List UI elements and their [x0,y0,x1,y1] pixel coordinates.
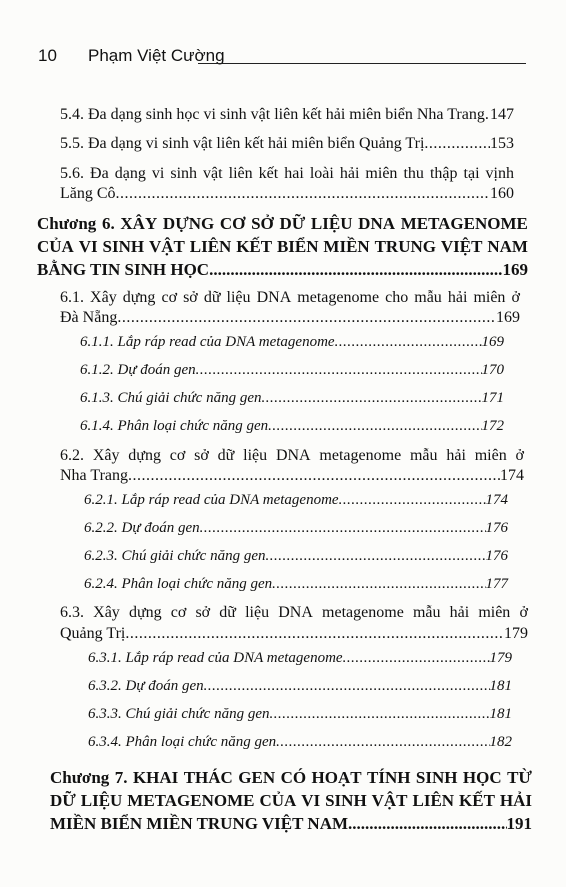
word: sở [194,447,209,464]
chapter-6-line1[interactable] [37,214,528,234]
toc-entry-page: 182 [489,734,512,750]
dot-leader [262,390,482,407]
word: DỮ [279,214,306,233]
dot-leader [204,678,490,695]
toc-entry-6-3[interactable] [60,625,528,643]
word: 6.2. [60,447,84,464]
word: TRUNG [374,237,436,256]
chapter-7-line2[interactable] [50,791,532,811]
word: XÂY [120,214,158,233]
word: TỪ [507,768,532,787]
toc-entry-page: 171 [481,390,504,406]
word: LIÊN [189,237,232,256]
word: 6.1. [60,289,84,306]
word: 5.6. [60,165,84,182]
toc-entry-title: 6.1.4. Phân loại chức năng gen [80,418,269,434]
word: dữ [219,604,236,621]
toc-entry-page: 169 [481,334,504,350]
chapter-page: 169 [502,260,528,279]
word: THÁC [183,768,233,787]
word: Đa [90,165,109,182]
word: thập [429,165,458,182]
word: mẫu [414,289,442,306]
word: hải [446,447,466,464]
toc-entry-6-2-2[interactable] [84,520,508,537]
toc-entry-title: 6.2.3. Chú giải chức năng gen [84,548,266,564]
toc-entry-6-2-1[interactable] [84,492,508,509]
word: tại [463,165,480,182]
toc-entry-title-cont: Nha Trang [60,467,129,484]
toc-entry-6-3-2[interactable] [88,678,512,695]
dot-leader [335,334,482,351]
toc-entry-6-2-4[interactable] [84,576,508,593]
toc-entry-5-4[interactable] [60,106,514,124]
toc-entry-title-cont: Lăng Cô [60,185,116,202]
chapter-6[interactable] [37,260,528,280]
word: MIỀN [323,237,370,256]
word: VIỆT [440,237,483,256]
word: liệu [226,289,251,306]
toc-entry-title-cont: Đà Nẵng [60,309,118,326]
word: LIÊN [412,791,455,810]
word: loài [309,165,334,182]
word: GEN [238,768,276,787]
word: Chương [50,768,110,787]
word: hải [447,289,468,306]
dot-leader [125,625,504,643]
dot-leader [117,309,496,327]
toc-entry-title: 6.2.1. Lắp ráp read của DNA metagenome [84,492,339,508]
dot-leader [116,185,490,203]
toc-entry-page: 176 [485,548,508,564]
toc-entry-page: 181 [489,678,512,694]
word: HOẠT [311,768,362,787]
toc-entry-title: 6.3.2. Dự đoán gen [88,678,204,694]
chapter-7[interactable] [50,814,532,834]
word: metagenome [319,447,402,464]
word: hai [284,165,304,182]
toc-entry-title: 5.4. Đa dạng sinh học vi sinh vật liên kết hải miên biển Nha Trang [60,106,485,123]
word: vật [203,165,223,182]
word: 7. [114,768,128,787]
word: DNA [256,289,292,306]
toc-entry-title: 6.2.2. Dự đoán gen [84,520,200,536]
running-author: Phạm Việt Cường [88,46,225,65]
toc-entry-6-1-line1[interactable] [60,289,520,307]
toc-entry-6-3-1[interactable] [88,650,512,667]
word: DNA [358,214,396,233]
word: SỞ [251,214,274,233]
toc-entry-page: 174 [485,492,508,508]
word: DNA [278,604,313,621]
word: SINH [102,237,145,256]
toc-entry-6-1-1[interactable] [80,334,504,351]
word: DỮ [50,791,76,810]
word: Chương [37,214,97,233]
chapter-page: 191 [506,814,532,833]
word: VẬT [148,237,185,256]
word: sở [195,604,211,621]
toc-entry-6-3-line1[interactable] [60,604,528,622]
word: sinh [170,165,198,182]
word: mẫu [412,604,441,621]
word: dạng [114,165,146,182]
dot-leader [128,467,500,485]
word: HẢI [499,791,532,810]
word: ở [511,289,520,306]
word: miên [473,289,506,306]
word: BIỂN [276,237,319,256]
word: HỌC [462,768,502,787]
toc-entry-page: 181 [489,706,512,722]
word: LIỆU [80,791,123,810]
toc-entry-5-6[interactable] [60,185,514,203]
word: SINH [415,768,458,787]
word: dựng [122,289,156,306]
dot-leader [339,492,486,509]
toc-entry-page: 170 [481,362,504,378]
word: cơ [170,604,187,621]
word: LIỆU [310,214,353,233]
word: thu [403,165,424,182]
chapter-7-line1[interactable] [50,768,532,788]
dot-leader [272,576,485,593]
toc-entry-page: 174 [500,467,524,484]
word: metagenome [322,604,404,621]
word: dữ [203,289,221,306]
toc-entry-page: 179 [489,650,512,666]
page-header [0,0,566,80]
word: DỰNG [162,214,215,233]
word: DNA [275,447,311,464]
toc-entry-title: 6.2.4. Phân loại chức năng gen [84,576,273,592]
word: miên [474,447,507,464]
toc-entry-6-1-3[interactable] [80,390,504,407]
word: dựng [128,604,162,621]
word: VI [78,237,98,256]
toc-entry-page: 147 [490,106,514,123]
toc-entry-page: 179 [504,625,528,642]
toc-entry-title: 6.3.3. Chú giải chức năng gen [88,706,270,722]
word: KẾT [236,237,273,256]
chapter-title-cont: MIỀN BIỂN MIỀN TRUNG VIỆT NAM [50,814,349,833]
word: dữ [217,447,235,464]
toc-entry-6-2[interactable] [60,467,524,485]
toc-entry-page: 153 [490,135,514,152]
chapter-title-cont: BẰNG TIN SINH HỌC [37,260,210,279]
toc-entry-page: 172 [481,418,504,434]
word: 6.3. [60,604,84,621]
word: liệu [243,447,268,464]
toc-entry-page: 177 [485,576,508,592]
word: CỦA [259,791,297,810]
word: miên [478,604,511,621]
header-rule [198,63,526,64]
dot-leader [348,814,506,834]
toc-entry-6-1-4[interactable] [80,418,504,435]
toc-entry-6-3-4[interactable] [88,734,512,751]
word: vịnh [485,165,514,182]
toc-entry-page: 176 [485,520,508,536]
dot-leader [343,650,490,667]
word: KẾT [459,791,495,810]
dot-leader [276,734,489,751]
toc-entry-title: 6.1.3. Chú giải chức năng gen [80,390,262,406]
word: mẫu [409,447,438,464]
word: Xây [90,289,117,306]
word: KHAI [132,768,179,787]
word: TÍNH [367,768,411,787]
chapter-6-line2[interactable] [37,237,528,257]
toc-entry-page: 160 [490,185,514,202]
word: ở [519,604,528,621]
dot-leader [209,260,502,280]
word: Xây [92,447,120,464]
toc-entry-title: 6.1.2. Dự đoán gen [80,362,196,378]
word: liên [228,165,253,182]
word: METAGENOME [400,214,528,233]
word: hải [339,165,360,182]
dot-leader [270,706,490,723]
dot-leader [196,362,482,379]
dot-leader [424,135,490,153]
word: liệu [245,604,270,621]
dot-leader [268,418,481,435]
word: cơ [161,289,178,306]
toc-entry-5-6-line1[interactable] [60,165,514,183]
word: 6. [101,214,115,233]
word: vi [151,165,165,182]
toc-entry-6-1-2[interactable] [80,362,504,379]
toc-entry-6-3-3[interactable] [88,706,512,723]
word: miên [365,165,398,182]
toc-entry-6-2-line1[interactable] [60,447,524,465]
toc-entry-title: 5.5. Đa dạng vi sinh vật liên kết hải miên biển Quảng Trị [60,135,425,152]
page-number: 10 [38,46,57,65]
toc-entry-title-cont: Quảng Trị [60,625,126,642]
word: hải [449,604,470,621]
word: VẬT [371,791,408,810]
toc-entry-page: 169 [496,309,520,326]
word: SINH [325,791,367,810]
word: NAM [487,237,528,256]
word: dựng [128,447,161,464]
dot-leader [200,520,486,537]
word: VI [301,791,321,810]
toc-entry-6-2-3[interactable] [84,548,508,565]
word: ở [515,447,524,464]
toc-entry-title: 6.1.1. Lắp ráp read của DNA metagenome [80,334,335,350]
toc-entry-6-1[interactable] [60,309,520,327]
word: CÓ [280,768,307,787]
word: CỦA [37,237,74,256]
word: METAGENOME [127,791,255,810]
word: cho [385,289,409,306]
word: kết [258,165,279,182]
word: cơ [169,447,186,464]
dot-leader [266,548,486,565]
word: CƠ [219,214,246,233]
word: sở [183,289,198,306]
toc-entry-title: 6.3.1. Lắp ráp read của DNA metagenome [88,650,343,666]
toc-entry-5-5[interactable] [60,135,514,153]
word: Xây [93,604,120,621]
toc-entry-title: 6.3.4. Phân loại chức năng gen [88,734,277,750]
word: metagenome [297,289,380,306]
